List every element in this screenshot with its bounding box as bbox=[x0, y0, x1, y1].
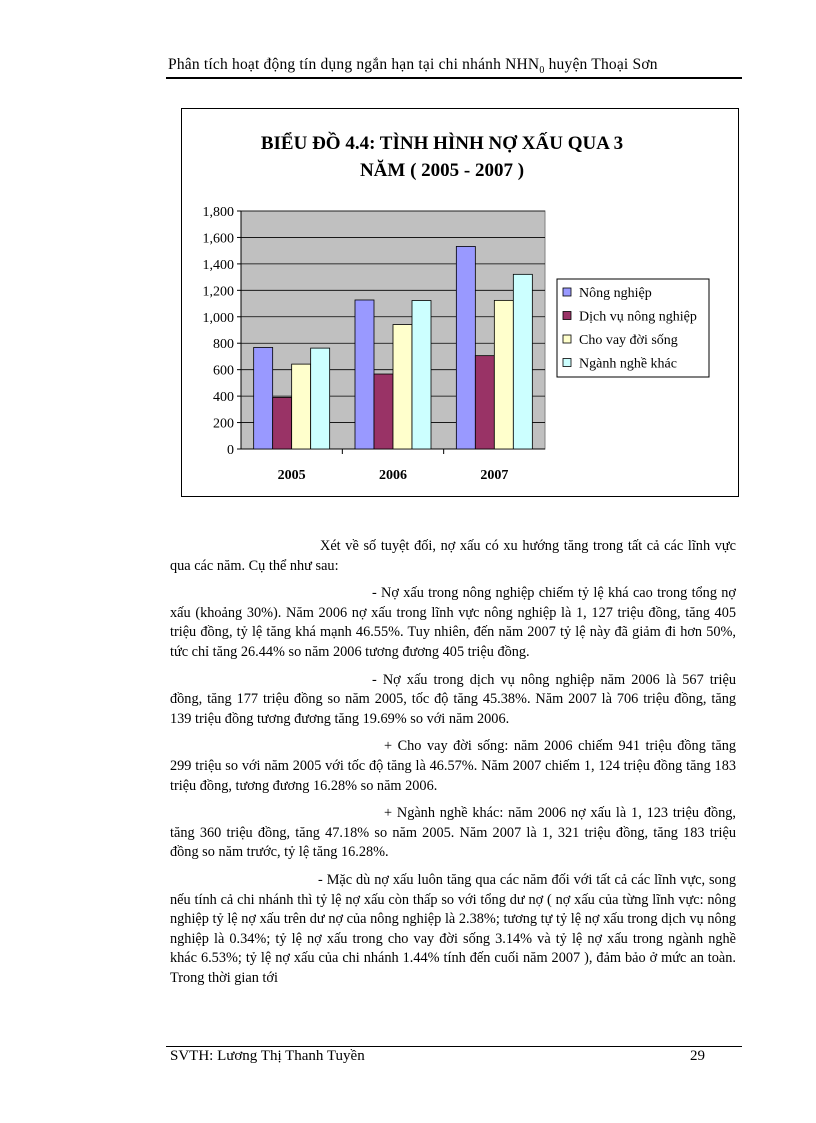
y-tick-label: 0 bbox=[227, 443, 234, 458]
y-tick-label: 600 bbox=[213, 363, 234, 379]
paragraph-overview: Xét về số tuyệt đối, nợ xấu có xu hướng tăng trong tất cả các lĩnh vực qua các năm. Cụ thể như sau: bbox=[170, 538, 736, 574]
legend-label: Nông nghiệp bbox=[579, 286, 652, 301]
bar bbox=[374, 374, 393, 449]
y-tick-label: 1,000 bbox=[202, 310, 234, 326]
bar bbox=[494, 300, 513, 449]
bar bbox=[311, 348, 330, 449]
y-tick-label: 800 bbox=[213, 337, 234, 353]
x-tick-label: 2007 bbox=[480, 468, 509, 483]
paragraph-consumer-loans: + Cho vay đời sống: năm 2006 chiếm 941 triệu đồng tăng 299 triệu so với năm 2005 với tốc độ tăng là 46.57%. Năm 2007 chiếm 1, 124 triệu đồng tăng 183 triệu đồng, tương đương 16.28% so năm 2006. bbox=[170, 738, 736, 794]
header-rule bbox=[166, 77, 742, 79]
legend-swatch bbox=[563, 312, 571, 320]
legend-label: Dịch vụ nông nghiệp bbox=[579, 309, 697, 325]
y-tick-label: 200 bbox=[213, 416, 234, 432]
y-tick-label: 1,800 bbox=[202, 205, 234, 220]
paragraph-agriculture: - Nợ xấu trong nông nghiệp chiếm tỷ lệ khá cao trong tổng nợ xấu (khoảng 30%). Năm 2006 nợ xấu trong lĩnh vực nông nghiệp là 1, 127 triệu đồng, tăng 405 triệu đồng, tỷ lệ tăng khá mạnh 46.55%. Tuy nhiên, đến năm 2007 tỷ lệ này đã giảm đi hơn 50%, tức chỉ tăng 26.44% so năm 2006 tương đương 405 triệu đồng. bbox=[170, 585, 736, 660]
paragraph-other-sectors: + Ngành nghề khác: năm 2006 nợ xấu là 1, 123 triệu đồng, tăng 360 triệu đồng, tăng 47.18% so năm 2005. Năm 2007 là 1, 321 triệu đồng, tăng 183 triệu đồng so năm trước, tỷ lệ tăng 16.28%. bbox=[170, 805, 736, 861]
body-text bbox=[170, 537, 736, 996]
y-tick-label: 400 bbox=[213, 390, 234, 406]
legend-swatch bbox=[563, 359, 571, 367]
legend-label: Ngành nghề khác bbox=[579, 356, 677, 372]
bad-debt-chart bbox=[181, 108, 739, 497]
header-title-subscript: 0 bbox=[539, 65, 545, 77]
header-title-prefix: Phân tích hoạt động tín dụng ngắn hạn tại chi nhánh NHN bbox=[168, 56, 540, 73]
paragraph-agri-services: - Nợ xấu trong dịch vụ nông nghiệp năm 2006 là 567 triệu đồng, tăng 177 triệu đồng so năm 2005, tốc độ tăng 45.38%. Năm 2007 là 706 triệu đồng, tăng 139 triệu đồng tương đương tăng 19.69% so với năm 2006. bbox=[170, 671, 736, 727]
y-tick-label: 1,600 bbox=[202, 231, 234, 247]
bar bbox=[355, 300, 374, 449]
chart-title-line1: BIỂU ĐỒ 4.4: TÌNH HÌNH NỢ XẤU QUA 3 bbox=[260, 133, 624, 154]
y-tick-label: 1,400 bbox=[202, 257, 234, 273]
bar bbox=[475, 356, 494, 449]
page-number: 29 bbox=[690, 1048, 705, 1064]
legend-swatch bbox=[563, 335, 571, 343]
footer-author: SVTH: Lương Thị Thanh Tuyền bbox=[170, 1048, 365, 1064]
bar bbox=[513, 274, 532, 449]
legend-swatch bbox=[563, 288, 571, 296]
bar bbox=[393, 325, 412, 449]
bar bbox=[292, 364, 311, 449]
bar bbox=[412, 301, 431, 449]
bar bbox=[254, 347, 273, 449]
paragraph-conclusion: - Mặc dù nợ xấu luôn tăng qua các năm đối với tất cả các lĩnh vực, song nếu tính cả chi nhánh thì tỷ lệ nợ xấu còn thấp so với tổng dư nợ ( nợ xấu của từng lĩnh vực: nông nghiệp tỷ lệ nợ xấu trên dư nợ của nông nghiệp là 2.38%; tương tự tỷ lệ nợ xấu trong dịch vụ nông nghiệp là 0.34%; tỷ lệ nợ xấu trong cho vay đời sống 3.14% và tỷ lệ nợ xấu trong ngành nghề khác 6.53%; tỷ lệ nợ xấu của chi nhánh 1.44% tính đến cuối năm 2007 ), đảm bảo ở mức an toàn. Trong thời gian tới bbox=[170, 871, 736, 986]
bar bbox=[456, 246, 475, 449]
header-title-suffix: huyện Thoại Sơn bbox=[544, 56, 658, 73]
chart-title-line2: NĂM ( 2005 - 2007 ) bbox=[359, 160, 525, 181]
footer-rule bbox=[166, 1046, 742, 1047]
y-tick-label: 1,200 bbox=[202, 284, 234, 300]
x-tick-label: 2006 bbox=[379, 468, 407, 483]
x-tick-label: 2005 bbox=[277, 468, 306, 483]
legend-label: Cho vay đời sống bbox=[579, 333, 678, 348]
bar bbox=[273, 397, 292, 449]
chart-canvas bbox=[182, 109, 738, 496]
